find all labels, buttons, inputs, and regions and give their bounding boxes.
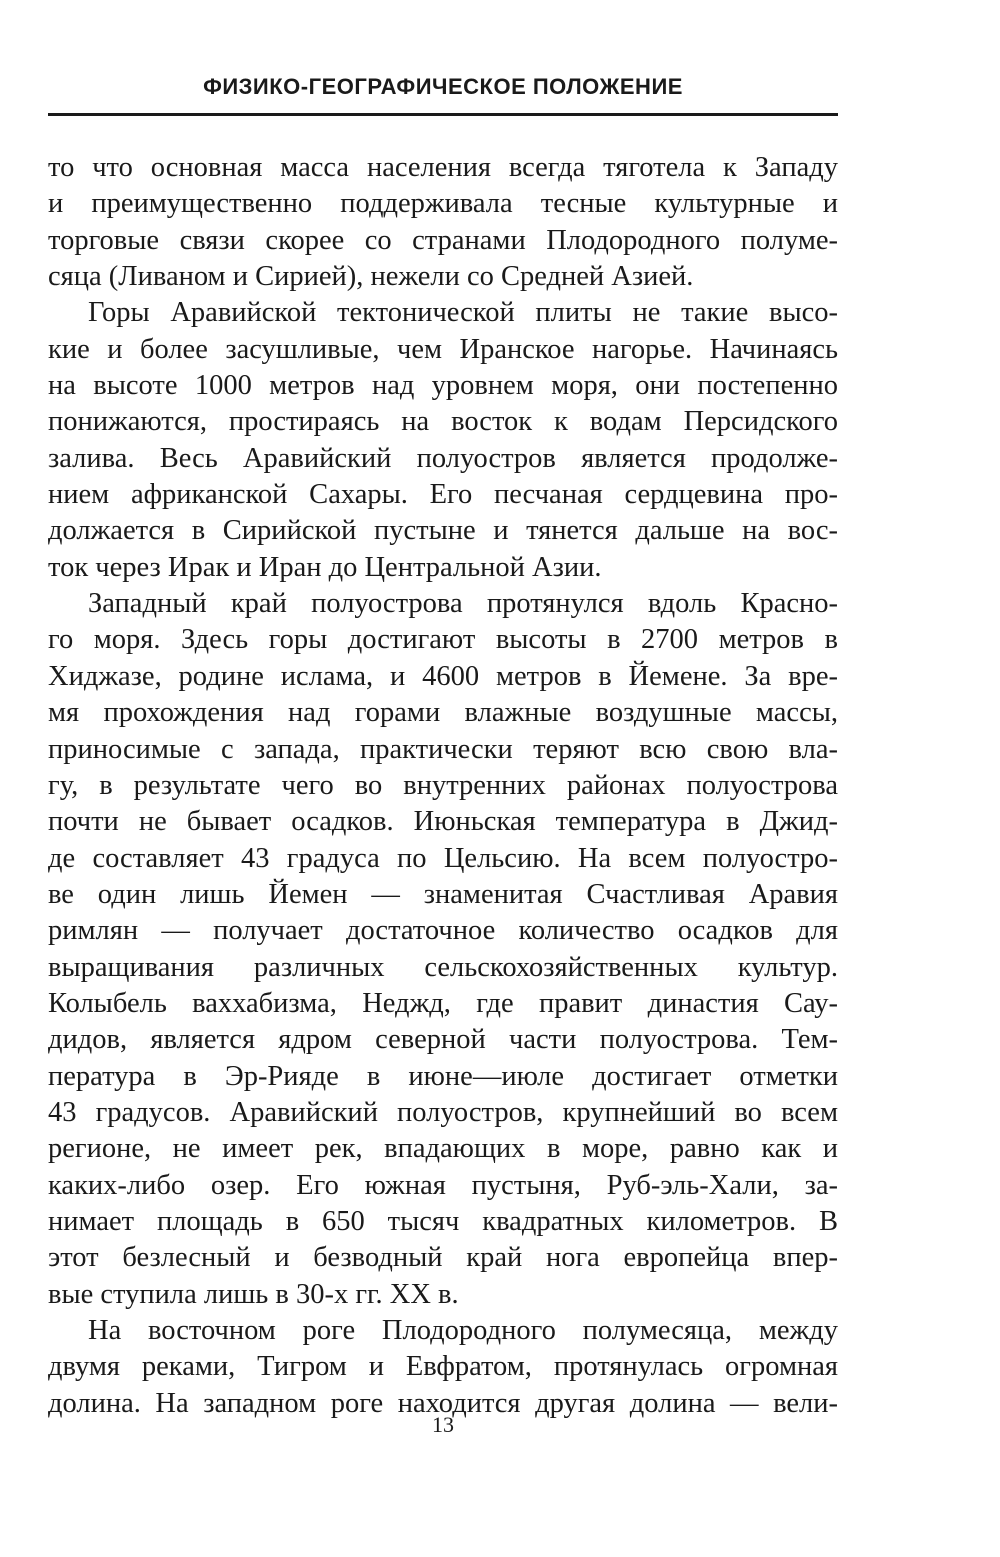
text-line: двумя реками, Тигром и Евфратом, протянулась огромная	[48, 1351, 838, 1383]
text-line: Колыбель ваххабизма, Неджд, где правит династия Сау-	[48, 987, 838, 1019]
text-line: кие и более засушливые, чем Иранское нагорье. Начинаясь	[48, 333, 838, 365]
header-rule	[48, 113, 838, 116]
text-line: На восточном роге Плодородного полумесяца, между	[88, 1315, 838, 1346]
text-line: и преимущественно поддерживала тесные культурные и	[48, 188, 838, 220]
body-text	[48, 150, 838, 1422]
text-line: то что основная масса населения всегда тяготела к Западу	[48, 152, 838, 183]
text-line: регионе, не имеет рек, впадающих в море, равно как и	[48, 1133, 838, 1165]
text-line: долина. На западном роге находится другая долина — вели-	[48, 1387, 838, 1419]
text-line: почти не бывает осадков. Июньская температура в Джид-	[48, 806, 838, 838]
text-line: нием африканской Сахары. Его песчаная сердцевина про-	[48, 479, 838, 511]
text-line: нимает площадь в 650 тысяч квадратных километров. В	[48, 1205, 838, 1237]
paragraph-2	[48, 295, 838, 586]
text-line: залива. Весь Аравийский полуостров является продолже-	[48, 442, 838, 474]
text-line: каких-либо озер. Его южная пустыня, Руб-эль-Хали, за-	[48, 1169, 838, 1201]
text-line: приносимые с запада, практически теряют всю свою вла-	[48, 733, 838, 765]
paragraph-4	[48, 1313, 838, 1422]
text-line: на высоте 1000 метров над уровнем моря, они постепенно	[48, 370, 838, 402]
text-line: ве один лишь Йемен — знаменитая Счастливая Аравия	[48, 878, 838, 910]
text-line: вые ступила лишь в 30-х гг. XX в.	[48, 1278, 459, 1310]
text-line: понижаются, простираясь на восток к водам Персидского	[48, 406, 838, 438]
text-line: этот безлесный и безводный край нога европейца впер-	[48, 1242, 838, 1274]
paragraph-1	[48, 150, 838, 295]
paragraph-3	[48, 586, 838, 1313]
page-number: 13	[432, 1412, 454, 1437]
text-line: дидов, является ядром северной части полуострова. Тем-	[48, 1024, 838, 1056]
text-line: 43 градусов. Аравийский полуостров, крупнейший во всем	[48, 1096, 838, 1128]
text-line: мя прохождения над горами влажные воздушные массы,	[48, 697, 838, 729]
text-line: Хиджазе, родине ислама, и 4600 метров в Йемене. За вре-	[48, 660, 838, 692]
text-line: гу, в результате чего во внутренних районах полуострова	[48, 769, 838, 801]
running-head-title: ФИЗИКО-ГЕОГРАФИЧЕСКОЕ ПОЛОЖЕНИЕ	[203, 74, 683, 99]
text-line: должается в Сирийской пустыне и тянется дальше на вос-	[48, 515, 838, 547]
text-line: ток через Ирак и Иран до Центральной Азии.	[48, 551, 602, 583]
text-line: Горы Аравийской тектонической плиты не такие высо-	[88, 297, 838, 329]
text-line: го моря. Здесь горы достигают высоты в 2700 метров в	[48, 624, 838, 656]
text-line: торговые связи скорее со странами Плодородного полуме-	[48, 224, 838, 256]
text-line: Западный край полуострова протянулся вдоль Красно-	[88, 588, 838, 620]
text-line: сяца (Ливаном и Сирией), нежели со Средней Азией.	[48, 261, 694, 293]
text-line: выращивания различных сельскохозяйственных культур.	[48, 951, 838, 983]
text-line: пература в Эр-Рияде в июне—июле достигает отметки	[48, 1060, 838, 1092]
text-line: де составляет 43 градуса по Цельсию. На всем полуостро-	[48, 842, 838, 874]
text-line: римлян — получает достаточное количество осадков для	[48, 915, 838, 947]
